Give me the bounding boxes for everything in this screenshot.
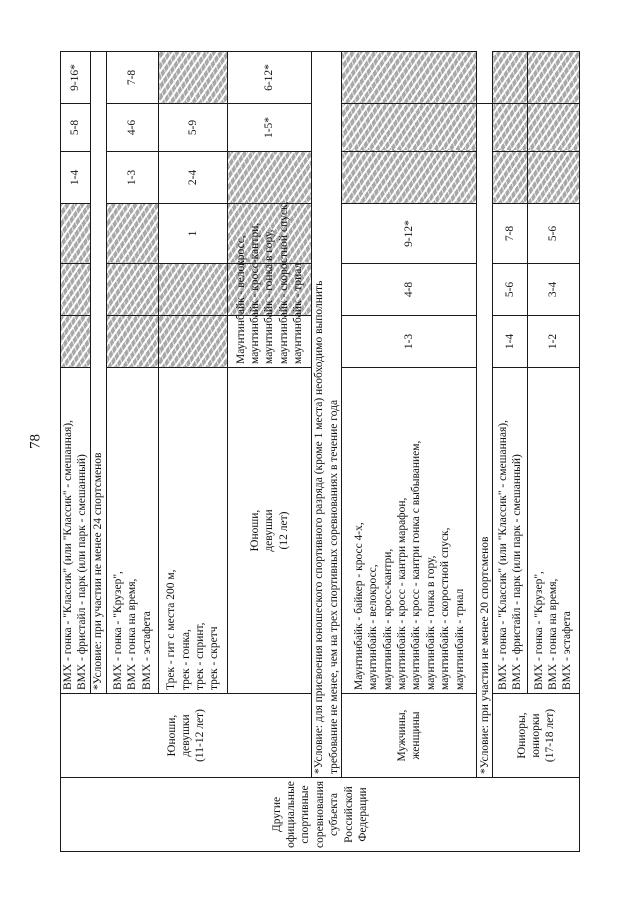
shaded-cell bbox=[61, 316, 91, 368]
value-cell: 1-4 bbox=[493, 316, 527, 368]
youth-rank-note: *Условие: для присвоения юношеского спортивного разряда (кроме 1 места) необходимо выполнить требование не менее, чем на трех спортивных соревнованиях в течение года bbox=[312, 52, 342, 778]
value-cell: 5-9 bbox=[159, 104, 227, 152]
discipline-cell: Маунтинбайк - байкер - кросс 4-х, маунтинбайк - велокросс, маунтинбайк - кросс-кантри, маунтинбайк - кросс - кантри марафон, маунтинбайк - кросс - кантри гонка с выбыванием, маунтинбайк - гонка в гору, маунтинбайк - скоростной спуск, маунтинбайк - триал bbox=[342, 368, 477, 694]
shaded-cell bbox=[159, 316, 227, 368]
value-cell: 5-8 bbox=[61, 104, 91, 152]
shaded-cell bbox=[527, 104, 579, 152]
value-cell: 5-6 bbox=[493, 264, 527, 316]
shaded-cell bbox=[159, 264, 227, 316]
shaded-cell bbox=[107, 316, 159, 368]
shaded-cell bbox=[342, 152, 477, 204]
value-cell: 9-12* bbox=[342, 204, 477, 264]
discipline-cell: ВМХ - гонка - "Крузер", ВМХ - гонка на время, ВМХ - эстафета bbox=[527, 368, 579, 694]
value-cell: 4-6 bbox=[107, 104, 159, 152]
value-cell: 4-8 bbox=[342, 264, 477, 316]
shaded-cell bbox=[342, 52, 477, 104]
discipline-cell: ВМХ - гонка - "Крузер", ВМХ - гонка на время, ВМХ - эстафета bbox=[107, 368, 159, 694]
shaded-cell bbox=[107, 264, 159, 316]
category-cell: Другие официальные спортивные соревнования субъекта Российской Федерации bbox=[61, 778, 580, 852]
value-cell: 3-4 bbox=[527, 264, 579, 316]
value-cell: 1-4 bbox=[61, 152, 91, 204]
shaded-cell bbox=[159, 52, 227, 104]
shaded-cell bbox=[107, 204, 159, 264]
value-cell: 5-6 bbox=[527, 204, 579, 264]
group-juniors-12: Юноши, девушки (12 лет) bbox=[227, 368, 312, 694]
shaded-cell bbox=[527, 152, 579, 204]
value-cell: 7-8 bbox=[107, 52, 159, 104]
group-men-women: Мужчины, женщины bbox=[342, 694, 477, 778]
value-cell: 2-4 bbox=[159, 152, 227, 204]
value-cell: 1-3 bbox=[107, 152, 159, 204]
shaded-cell bbox=[527, 52, 579, 104]
value-cell: 9-16* bbox=[61, 52, 91, 104]
value-cell: 1-5* bbox=[227, 104, 312, 152]
shaded-cell bbox=[342, 104, 477, 152]
qualification-table bbox=[60, 51, 580, 852]
value-cell: 1-3 bbox=[342, 316, 477, 368]
page-number: 78 bbox=[27, 434, 44, 449]
shaded-cell bbox=[61, 204, 91, 264]
shaded-cell bbox=[227, 152, 312, 204]
condition-note: *Условие: при участии не менее 24 спортсменов bbox=[90, 52, 106, 694]
discipline-cell: Трек - гит с места 200 м, трек - гонка, трек - спринт, трек - скретч bbox=[159, 368, 227, 694]
value-cell: 6-12* bbox=[227, 52, 312, 104]
rotated-table-container bbox=[60, 52, 580, 852]
group-youth-17-18: Юниоры, юниорки (17-18 лет) bbox=[493, 694, 580, 778]
condition-note: *Условие: при участии не менее 20 спортсменов bbox=[477, 104, 493, 778]
value-cell: 7-8 bbox=[493, 204, 527, 264]
discipline-cell bbox=[227, 316, 312, 368]
shaded-cell bbox=[493, 104, 527, 152]
discipline-cell: ВМХ - гонка - "Классик" (или "Классик" - смешанная), ВМХ - фристайл - парк (или парк - смешанный) bbox=[493, 368, 527, 694]
group-juniors-11-12: Юноши, девушки (11-12 лет) bbox=[61, 694, 312, 778]
discipline-cell: ВМХ - гонка - "Классик" (или "Классик" - смешанная), ВМХ - фристайл - парк (или парк - смешанный) bbox=[61, 368, 91, 694]
value-cell: 1-2 bbox=[527, 316, 579, 368]
shaded-cell bbox=[493, 52, 527, 104]
value-cell: 1 bbox=[159, 204, 227, 264]
shaded-cell bbox=[61, 264, 91, 316]
shaded-cell bbox=[493, 152, 527, 204]
